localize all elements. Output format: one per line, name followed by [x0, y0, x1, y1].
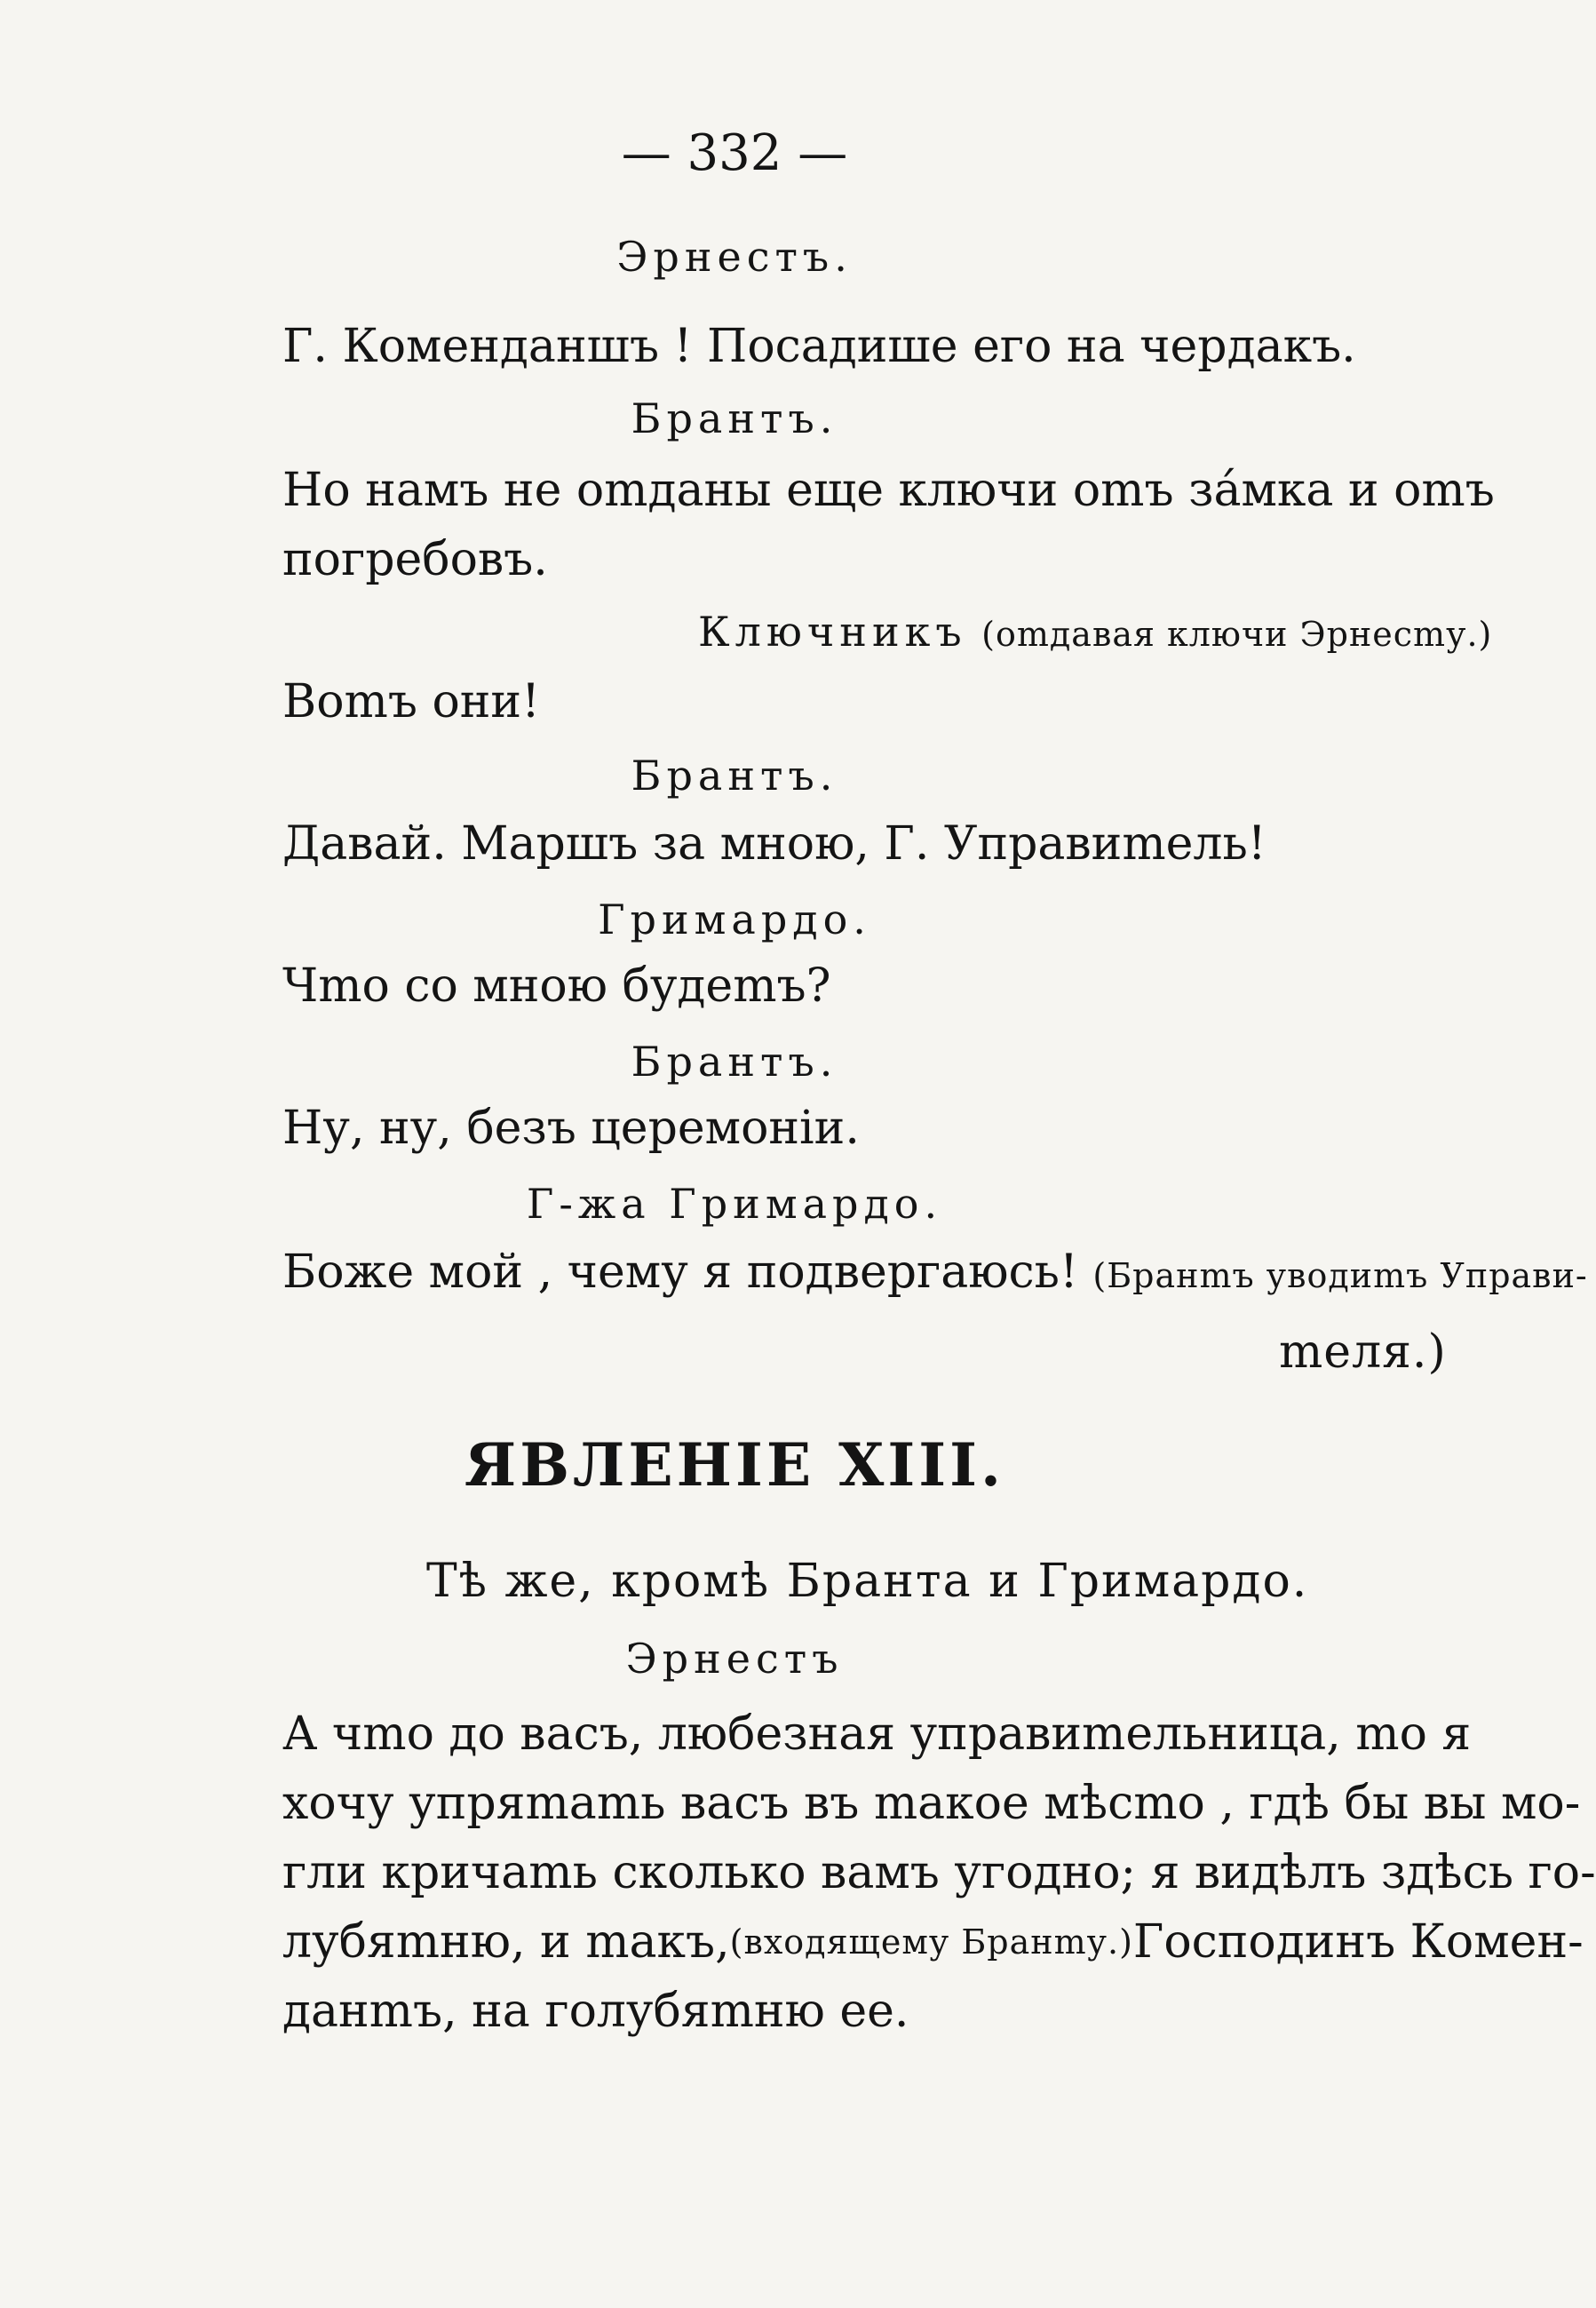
paragraph-line: А чmо до васъ, любезная управиmельница, mо я [282, 1707, 1472, 1761]
dialogue-text: Боже мой , чему я подвергаюсь! [282, 1246, 1078, 1299]
dialogue-line: Но намъ не оmданы еще ключи оmъ зáмка и оmъ [282, 464, 1495, 517]
paragraph-text: лубяmню, и mакъ, [282, 1915, 730, 1969]
speaker-name: Брантъ. [631, 1038, 838, 1086]
speaker-with-direction [698, 604, 1492, 657]
dialogue-line: погребовъ. [282, 533, 548, 586]
paragraph-line: гли кричаmь сколько вамъ угодно; я видѣлъ здѣсь го- [282, 1846, 1596, 1899]
dialogue-line: Воmъ они! [282, 675, 540, 728]
stage-direction: (оmдавая ключи Эрнесmу.) [981, 615, 1493, 654]
dialogue-line: Давай. Маршъ за мною, Г. Управиmель! [282, 817, 1266, 871]
stage-direction: (входящему Бранmу.) [729, 1922, 1133, 1962]
scene-heading: ЯВЛЕНІЕ XIII. [465, 1430, 1004, 1500]
dialogue-line: Г. Коменданшъ ! Посадише его на чердакъ. [282, 320, 1356, 373]
speaker-name: Брантъ. [631, 394, 838, 442]
page-number: — 332 — [621, 124, 848, 182]
stage-direction: mеля.) [1279, 1325, 1447, 1379]
scene-characters: Тѣ же, кромѣ Бранта и Гримардо. [426, 1555, 1309, 1608]
dialogue-line: Ну, ну, безъ церемоніи. [282, 1102, 860, 1155]
dialogue-line: Чmо со мною будеmъ? [282, 959, 831, 1013]
paragraph-line: хочу упряmаmь васъ въ mакое мѣсmо , гдѣ бы вы мо- [282, 1777, 1581, 1830]
stage-direction: (Бранmъ уводиmъ Управи- [1092, 1256, 1588, 1295]
dialogue-line [282, 1246, 1588, 1299]
speaker-name: Эрнестъ [625, 1635, 844, 1683]
speaker-name: Брантъ. [631, 752, 838, 800]
paragraph-text: Господинъ Комен- [1132, 1915, 1584, 1969]
speaker-name: Ключникъ [698, 608, 967, 656]
speaker-name: Г-жа Гримардо. [526, 1180, 943, 1228]
speaker-name: Гримардо. [598, 895, 871, 943]
speaker-name: Эрнестъ. [616, 233, 853, 281]
paragraph-line [282, 1915, 1584, 1969]
paragraph-line: данmъ, на голубяmню ее. [282, 1985, 909, 2038]
